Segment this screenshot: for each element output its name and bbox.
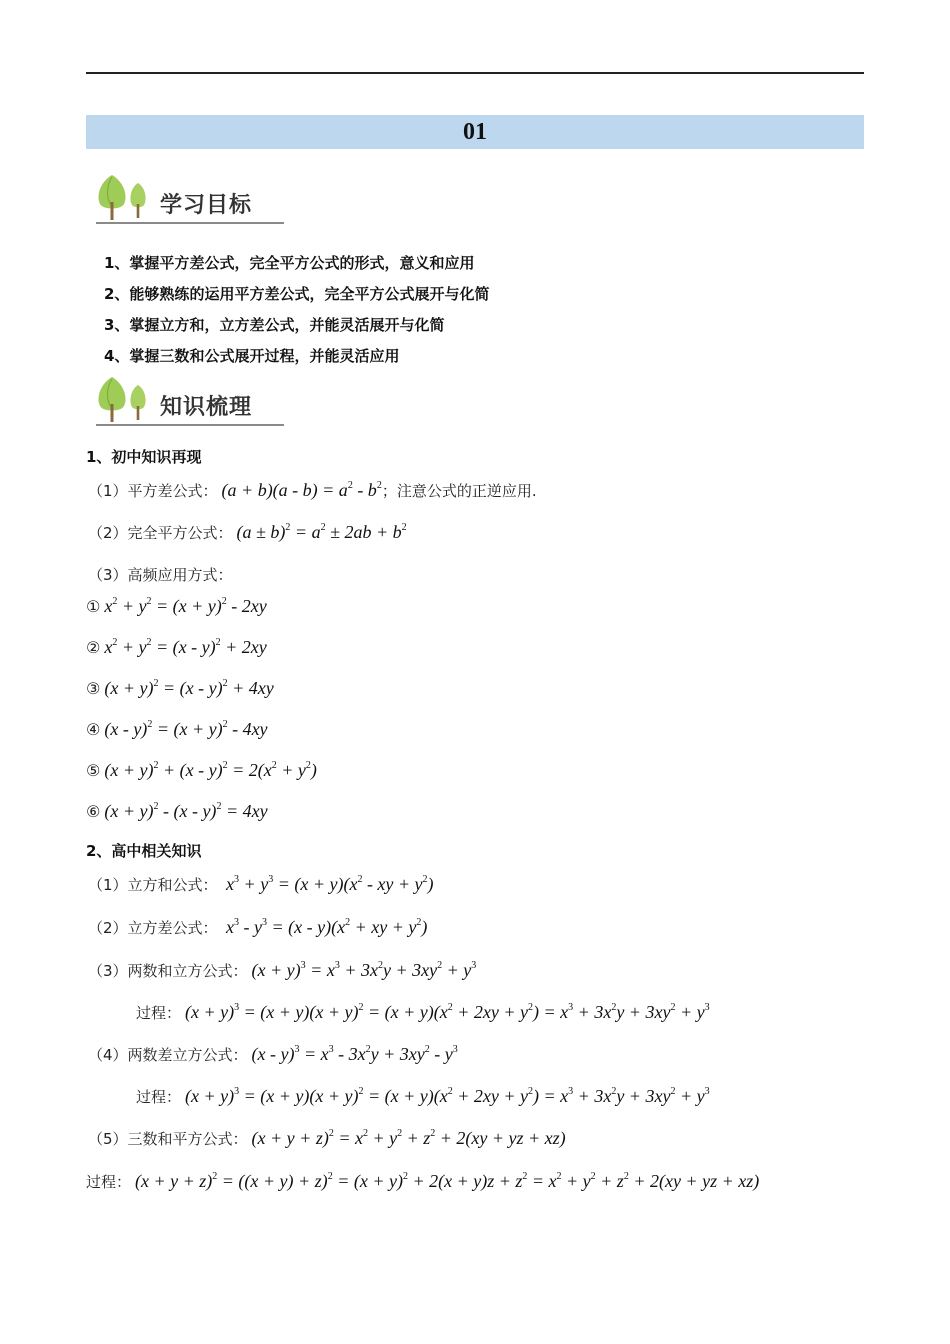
formula-label: （1）立方和公式：: [88, 876, 218, 894]
formula: $(x + y)^3 = (x + y)(x + y)^2 = (x + y)(x^2 + 2xy + y^2) = x^3 + 3x^2y + 3xy^2 + y^3$: [185, 1002, 710, 1022]
circle-number: ①: [86, 597, 101, 616]
formula-line: [86, 596, 267, 617]
section-underline: [96, 222, 284, 224]
formula-line: [86, 719, 268, 740]
section-head-goals: [90, 172, 290, 228]
formula-line: [88, 1044, 458, 1065]
circle-number: ⑤: [86, 761, 101, 780]
formula-label: （3）高频应用方式：: [88, 566, 233, 584]
goal-item: 3、掌握立方和，立方差公式，并能灵活展开与化简: [104, 316, 445, 334]
formula: $(a + b)(a - b) = a^2 - b^2$: [221, 480, 382, 500]
formula-line: [88, 960, 476, 981]
formula-label: 过程：: [136, 1088, 182, 1106]
formula: $x^2 + y^2 = (x - y)^2 + 2xy$: [104, 637, 267, 657]
circle-number: ③: [86, 679, 101, 698]
formula-line: [88, 522, 407, 543]
formula-line: [86, 637, 267, 658]
goal-item: 1、掌握平方差公式，完全平方公式的形式，意义和应用: [104, 254, 475, 272]
formula-label: （4）两数差立方公式：: [88, 1046, 248, 1064]
formula-label: （3）两数和立方公式：: [88, 962, 248, 980]
circle-number: ④: [86, 720, 101, 739]
formula-line: [86, 760, 317, 781]
formula: $(x + y + z)^2 = x^2 + y^2 + z^2 + 2(xy$ + yz + xz): [251, 1128, 566, 1148]
part2-heading: 2、高中相关知识: [86, 842, 202, 860]
formula-label: （5）三数和平方公式：: [88, 1130, 248, 1148]
circle-number: ⑥: [86, 802, 101, 821]
formula-line: [88, 874, 434, 895]
page-title: 01: [463, 118, 487, 145]
top-rule: [86, 72, 864, 74]
formula-label: 过程：: [136, 1004, 182, 1022]
formula-line: [88, 1128, 566, 1149]
formula: $x^2 + y^2 = (x + y)^2 - 2xy$: [104, 596, 267, 616]
formula: $x^3 - y^3 = (x - y)(x^2$ + xy + $y^2$): [221, 917, 428, 937]
formula: $(x + y)^2 = (x - y)^2 + 4xy$: [104, 678, 274, 698]
formula-label: （1）平方差公式：: [88, 482, 218, 500]
formula: $(x - y)^2 = (x + y)^2 - 4xy$: [104, 719, 268, 739]
formula-line: [88, 917, 427, 938]
section-head-knowledge: [90, 374, 290, 430]
formula-line: [136, 1086, 710, 1107]
circle-number: ②: [86, 638, 101, 657]
formula-line: [88, 564, 233, 585]
section-title-goals: 学习目标: [160, 193, 253, 218]
formula: $(x + y + z)^2 = ((x + y) + z)^2 = (x + y)^2 + 2(x + y)z + z^2 = x^2 + y^2 + z^2 + 2(xy$ + yz + xz): [135, 1171, 760, 1191]
formula: $x^3 + y^3 = (x + y)(x^2$ - xy + $y^2$): [221, 874, 434, 894]
formula: $(x + y)^2 - (x - y)^2 = 4xy$: [104, 801, 268, 821]
part1-heading: 1、初中知识再现: [86, 448, 202, 466]
goal-item: 2、能够熟练的运用平方差公式，完全平方公式展开与化简: [104, 285, 490, 303]
tree-icon: [94, 374, 154, 426]
section-underline: [96, 424, 284, 426]
formula: $(x + y)^3 = x^3 + 3x^2y + 3xy^2 + y^3$: [251, 960, 477, 980]
formula-line: [136, 1002, 710, 1023]
formula: $(x + y)^3 = (x + y)(x + y)^2 = (x + y)(x^2 + 2xy + y^2) = x^3 + 3x^2y + 3xy^2 + y^3$: [185, 1086, 710, 1106]
formula-line: [86, 678, 274, 699]
formula-line: [86, 1171, 759, 1192]
formula-line: [88, 480, 537, 501]
section-title-knowledge: 知识梳理: [160, 395, 253, 420]
title-bar: [86, 115, 864, 149]
formula: $(a \pm b)^2 = a^2 \pm 2ab + b^2$: [236, 522, 407, 542]
formula-label: （2）立方差公式：: [88, 919, 218, 937]
formula-label: 过程：: [86, 1173, 132, 1191]
formula: $(x - y)^3 = x^3 - 3x^2y + 3xy^2 - y^3$: [251, 1044, 458, 1064]
formula: $(x + y)^2 + (x - y)^2 = 2(x^2 + y^2)$: [104, 760, 317, 780]
formula-note: ；注意公式的正逆应用.: [381, 482, 537, 500]
goal-item: 4、掌握三数和公式展开过程，并能灵活应用: [104, 347, 400, 365]
formula-line: [86, 801, 268, 822]
formula-label: （2）完全平方公式：: [88, 524, 233, 542]
tree-icon: [94, 172, 154, 224]
